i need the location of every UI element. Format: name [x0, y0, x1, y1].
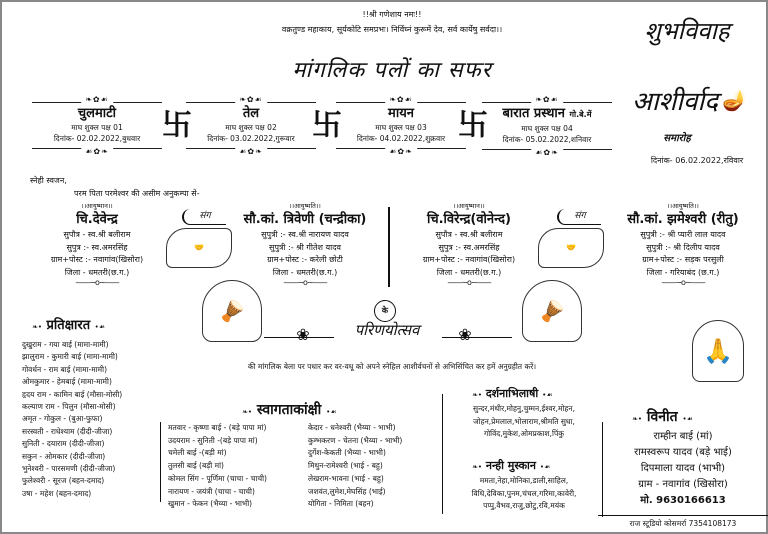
swastik-icon: 卐 [312, 108, 342, 143]
ornament-icon: ☙✿❧ [385, 147, 417, 156]
list-item: दुखुराम - गया बाई (मामा-मामी) [22, 340, 109, 349]
list-item: सकुन - ओमकार (दीदी-जीजा) [22, 451, 106, 461]
bride-detail: ग्राम+पोस्ट :- सड़क परसुली [642, 255, 724, 264]
ornament-icon: ❧✿☙ [235, 95, 267, 104]
bride-detail: ग्राम+पोस्ट :- करेली छोटी [267, 255, 343, 264]
groom-2 [384, 201, 554, 287]
event-paksh: माघ शुक्ल पक्ष 02 [225, 123, 277, 132]
event-name: तेल [242, 106, 260, 121]
swastik-icon: 卐 [162, 108, 192, 143]
ganesh-mantra: !!श्री गणेशाय नमः!! [362, 10, 422, 19]
bride-detail: जिला - धमतरी(छ.ग.) [272, 267, 338, 277]
event-chulmati [32, 95, 162, 156]
ornament-icon: ☙✿❧ [235, 147, 267, 156]
divider-ornament: ——∼o∼—— [661, 278, 705, 287]
ayushmati-label: ।।आयुष्मति।। [289, 202, 321, 210]
greeting-blessing: परम पिता परमेश्वर की असीम अनुकम्पा से- [74, 189, 200, 198]
list-item: सुनिती - दयाराम (दीदी-जीजा) [22, 439, 105, 449]
vineet-list [598, 429, 768, 509]
list-item: भुनेश्वरी - पारसमणी (दीदी-जीजा) [22, 464, 116, 474]
pratikshart-list [22, 339, 122, 500]
event-date: दिनांक- 02.02.2022,बुधवार [53, 134, 141, 143]
bride-2 [598, 201, 768, 287]
column-divider [442, 394, 443, 514]
mobile-number: मो. 9630166613 [640, 495, 726, 506]
event-paksh: माघ शुक्ल पक्ष 03 [375, 123, 427, 132]
groom-detail: ग्राम+पोस्ट :- नवागांव(खिसोरा) [50, 255, 144, 264]
groom-detail: सुपौत्र - स्व.श्री बलीराम [435, 230, 503, 239]
ke-badge: के [374, 300, 396, 322]
list-item: सरस्वती - राधेश्याम (दीदी-जीजा) [22, 426, 113, 436]
ornament-icon: ❧• [632, 415, 642, 423]
list-item: फुलेश्वरी - सूरज (बहन-दमाद) [22, 476, 105, 486]
list-item: कोमल सिंग - पूर्णिमा (चाचा - चाची) [168, 473, 267, 483]
event-name: मायन [388, 106, 414, 121]
shehnai-musician-icon: 🪘 [522, 280, 582, 342]
handshake-icon: 🤝 [166, 228, 232, 268]
event-suffix: गो.बे.में [569, 110, 592, 119]
swastik-icon: 卐 [458, 108, 488, 143]
vineet-heading: ❧• विनीत •☙ [632, 409, 693, 425]
list-item: तुलसी बाई (बड़ी मां) [168, 461, 224, 471]
ornament-icon: •☙ [682, 415, 693, 423]
ornament-icon: •☙ [542, 391, 553, 399]
event-tel [186, 95, 316, 156]
event-name: चुलमाटी [77, 106, 117, 121]
list-item: मिथुन-रामेश्वरी (भाई - बहु) [308, 461, 383, 471]
bride-detail: सुपुत्री :- श्री प्यारी लाल यादव [640, 230, 726, 239]
swagatakankshi-list-1 [168, 422, 267, 511]
list-item: योगिता - निमिता (बहन) [308, 499, 374, 509]
bride-name: सौ.कां. झमेश्वरी (रीतु) [627, 212, 739, 227]
groom-detail: सुपुत्र :- स्व.अमरसिंह [66, 242, 128, 252]
event-mayan [336, 95, 466, 156]
ornament-icon: ❧✿☙ [81, 95, 113, 104]
darshnabhilashi-heading: ❧• दर्शनाभिलाषी •☙ [472, 387, 553, 400]
studio-credit: राज स्टूडियो कोसमर्रा 7354108173 [598, 515, 768, 529]
bride-detail: जिला - गरियाबंद (छ.ग.) [646, 267, 720, 277]
groom-detail: जिला - धमतरी(छ.ग.) [436, 267, 502, 277]
event-baraat-prasthan [482, 95, 612, 157]
event-paksh: माघ शुक्ल पक्ष 01 [71, 123, 123, 132]
list-item: दुर्गेश-केकती (भैय्या - भाभी) [308, 448, 386, 458]
divider-ornament: ——∼o∼—— [75, 278, 119, 287]
swagatakankshi-list-2 [308, 422, 402, 511]
ayushman-label: ।।आयुष्मान।। [81, 202, 113, 210]
ornament-icon: ❧• [32, 323, 42, 331]
event-date: दिनांक- 05.02.2022,शनिवार [502, 135, 592, 144]
greeting-salutation: स्नेही स्वजन, [30, 176, 67, 185]
list-item: हृदय राम - कामिन बाई (मौसा-मोसी) [22, 389, 123, 399]
list-item: नारायण - जयंत्री (चाचा - चाची) [168, 486, 255, 496]
shehnai-musician-icon: 🪘 [202, 280, 262, 342]
list-item: कुम्भकरण - चेतना (भैय्या - भाभी) [308, 435, 403, 445]
samaroh-label: समारोह [663, 133, 691, 144]
list-item: मतवार - कृष्णा बाई - (बड़े पापा मां) [168, 423, 267, 432]
nanhi-muskan-names: ममता,नेहा,मोनिका,डाली,साहिल, विधि,देविका,पुनम,चंचल,गरिमा,कावेरी, पप्पु,वैभव,राजु,छोटु,रवि,मयंक [471, 476, 577, 510]
bride-name: सौ.कां. त्रिवेणी (चन्द्रीका) [243, 212, 367, 227]
flower-icon: ❀ [296, 325, 310, 344]
ashirwad-logo: आशीर्वाद [632, 87, 718, 117]
darshnabhilashi-names: सुन्दर,मंथीर,मोहनु,चुम्मन,ईश्वर,मोहन, जोहन,प्रेमलाल,भोलाराम,श्रीमति सुधा, गोविंद,मुकेश,ओमप्रकाश,पिंकु [473, 404, 575, 438]
shubh-vivah-logo: शुभविवाह [644, 17, 730, 45]
nanhi-muskan-heading: ❧• नन्ही मुस्कान •☙ [472, 459, 551, 472]
list-item: ग्राम - नवागांव (खिसोरा) [638, 479, 728, 490]
event-date: दिनांक- 03.02.2022,गुरूवार [207, 134, 295, 143]
flower-icon: ❀ [458, 325, 472, 344]
list-item: खुमान - फेकन (भैय्या - भाभी) [168, 499, 253, 509]
sang-label: संग [557, 209, 601, 225]
groom-detail: सुपुत्र :- स्व.अमरसिंह [438, 242, 500, 252]
parinayotsav-title: परिणयोत्सव [354, 321, 420, 339]
handshake-icon: 🤝 [538, 228, 604, 268]
hanging-lamp-icon: 🪔 [722, 88, 747, 112]
list-item: अमृत - गोकुल - (बुआ-फुफा) [22, 414, 103, 424]
list-item: ओमकुमार - हेमबाई (मामा-मामी) [22, 377, 112, 387]
ayushmati-label: ।।आयुष्मति।। [667, 202, 699, 210]
list-item: गोवर्धन - राम बाई (मामा-मामी) [22, 364, 108, 374]
page-title: मांगलिक पलों का सफर [292, 58, 492, 83]
vakratunda-shloka: वक्रतुण्ड महाकाय, सूर्यकोटि समप्रभः। निर्विघ्नं कुरूमें देव, सर्व कार्येषु सर्वदा।। [281, 25, 503, 34]
bride-1 [220, 201, 390, 287]
ornament-icon: ❧✿☙ [385, 95, 417, 104]
list-item: रामस्वरूप यादव (बड़े भाई) [634, 447, 732, 458]
divider-ornament: ——∼o∼—— [283, 278, 327, 287]
pratikshart-heading: ❧• प्रतिक्षारत •☙ [32, 318, 106, 333]
groom-detail: जिला - धमतरी(छ.ग.) [64, 267, 130, 277]
event-date: दिनांक- 04.02.2022,शुक्रवार [356, 134, 446, 143]
event-name: बारात प्रस्थान गो.बे.में [502, 106, 592, 121]
list-item: कल्याण राम - पिलुन (मौसा-मोसी) [22, 402, 116, 412]
ornament-icon: ☙✿❧ [81, 147, 113, 156]
invitation-message: की मांगलिक बेला पर पधार कर वर-वधू को अपने स्नेहिल आशीर्वचनों से अभिसिंचित कर हमें अनुग्रहीत करें। [247, 362, 537, 371]
groom-detail: ग्राम+पोस्ट :- नवागांव(खिसोरा) [422, 255, 516, 264]
list-item: चमेली बाई -(बड़ी मां) [168, 448, 227, 458]
list-item: लेखराम-भावना (भाई - बहु) [308, 473, 384, 483]
vine-ornament [442, 337, 512, 338]
groom-name: चि.विरेन्द्र(वोनेन्द) [426, 212, 511, 227]
ornament-icon: ❧✿☙ [531, 95, 563, 104]
bride-detail: सुपुत्री :- स्व.श्री नारायण यादव [261, 230, 349, 239]
sang-label: संग [182, 209, 226, 225]
namaste-woman-icon: 🙏 [692, 320, 744, 382]
ornament-icon: ☙✿❧ [531, 148, 563, 157]
bride-detail: सुपुत्री :- श्री गीतेश यादव [269, 242, 341, 252]
groom-1 [12, 201, 182, 287]
ornament-icon: ❧• [472, 391, 482, 399]
ornament-icon: •☙ [326, 408, 337, 416]
groom-detail: सुपौत्र - स्व.श्री बलीराम [63, 230, 131, 239]
event-paksh: माघ शुक्ल पक्ष 04 [521, 124, 573, 133]
list-item: उदयराम - सुनिती -(बड़े पापा मां) [168, 435, 258, 445]
column-divider [160, 422, 161, 502]
divider-ornament: ——∼o∼—— [447, 278, 491, 287]
reception-date: दिनांक- 06.02.2022,रविवार [650, 156, 744, 165]
ornament-icon: ❧• [242, 408, 252, 416]
list-item: जशवंत,लुमेश,मेघसिंह (भाई) [308, 486, 386, 496]
ornament-icon: •☙ [94, 323, 106, 331]
list-item: उषा - महेश (बहन-दमाद) [22, 488, 92, 498]
list-item: दिपमाला यादव (भाभी) [640, 463, 726, 474]
ayushman-label: ।।आयुष्मान।। [453, 202, 485, 210]
ornament-icon: •☙ [539, 463, 551, 471]
bride-detail: सुपुत्री :- श्री दिलीप यादव [646, 242, 720, 252]
swagatakankshi-heading: ❧• स्वागताकांक्षी •☙ [242, 402, 337, 418]
groom-name: चि.देवेन्द्र [76, 212, 118, 227]
list-item: झालुराम - कुमारी बाई (मामा-मामी) [22, 352, 118, 362]
ornament-icon: ❧• [472, 463, 482, 471]
list-item: केदार - धनेश्वरी (भैय्या - भाभी) [308, 423, 396, 432]
list-item: राम्हीन बाई (मां) [653, 431, 713, 442]
